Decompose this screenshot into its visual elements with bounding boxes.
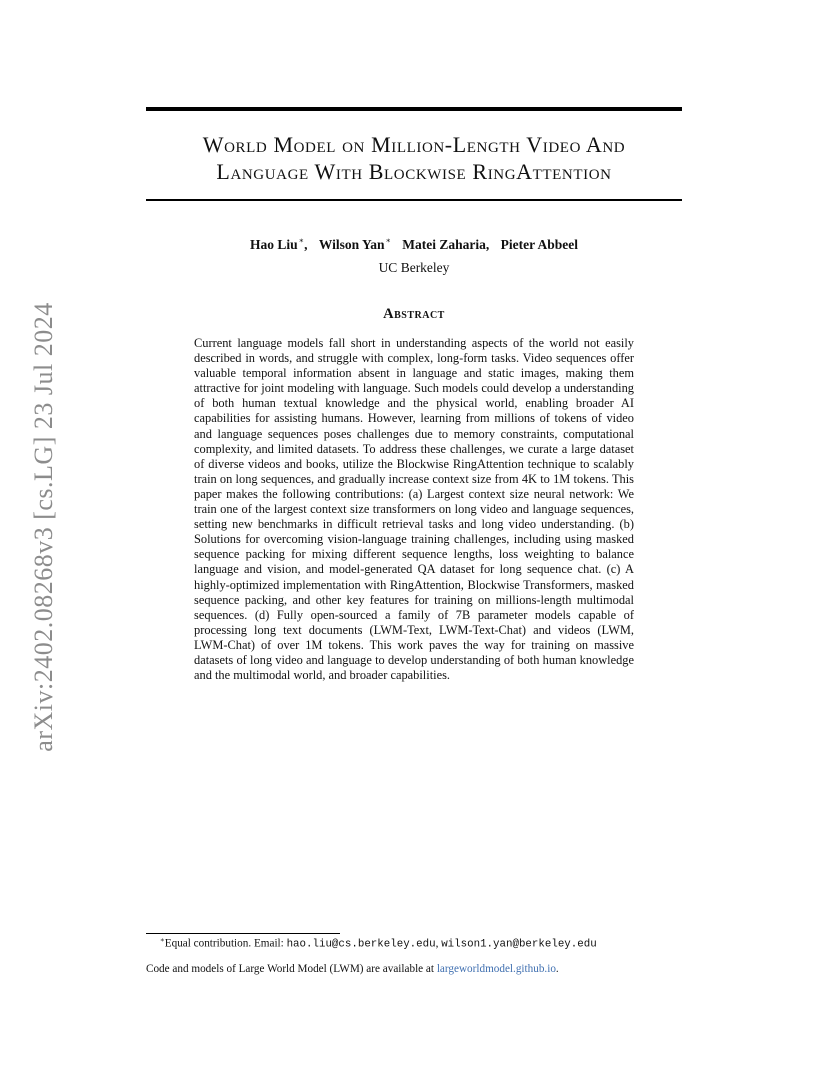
author-3: Matei Zaharia,: [402, 236, 490, 252]
code-note-text: Code and models of Large World Model (LWM) are available at: [146, 963, 437, 975]
footnote-mark: ∗: [160, 936, 165, 944]
author-name: Pieter Abbeel: [500, 236, 579, 252]
equal-contribution-mark: ∗: [298, 236, 305, 245]
author-1: Hao Liu∗,: [249, 236, 308, 252]
email-wilson-yan: wilson1.yan@berkeley.edu: [441, 938, 597, 951]
title-rule-bottom: [146, 199, 682, 201]
footnote-prefix: Equal contribution. Email:: [164, 937, 287, 950]
abstract-body: Current language models fall short in understanding aspects of the world not easily described in words, and struggle with complex, long-form tasks. Video sequences offer valuable temporal information absent in language and static images, making them attractive for joint modeling with language. Such models could develop a understanding of both human textual knowledge and the physical world, enabling broader AI capabilities for assisting humans. However, learning from millions of tokens of video and language sequences poses challenges due to memory constraints, computational complexity, and limited datasets. To address these challenges, we curate a large dataset of diverse videos and books, utilize the Blockwise RingAttention technique to scalably train on long sequences, and gradually increase context size from 4K to 1M tokens. This paper makes the following contributions: (a) Largest context size neural network: We train one of the largest context size transformers on long video and language sequences, setting new benchmarks in difficult retrieval tasks and long video understanding. (b) Solutions for overcoming vision-language training challenges, including using masked sequence packing for mixing different sequence lengths, loss weighting to balance language and vision, and model-generated QA dataset for long sequence chat. (c) A highly-optimized implementation with RingAttention, Blockwise Transformers, masked sequence packing, and other key features for training on millions-length multimodal sequences. (d) Fully open-sourced a family of 7B parameter models capable of processing long text documents (LWM-Text, LWM-Text-Chat) and videos (LWM, LWM-Chat) of over 1M tokens. This work paves the way for training on massive datasets of long video and language to develop understanding of both human knowledge and the multimodal world, and broader capabilities.: [194, 336, 634, 683]
title-rule-top: [146, 107, 682, 111]
paper-title: [146, 131, 682, 185]
abstract-heading: Abstract: [383, 306, 445, 322]
author-2: [319, 237, 391, 252]
footnote: [160, 936, 597, 951]
affiliation: UC Berkeley: [378, 260, 450, 275]
author-name: Matei Zaharia: [402, 236, 486, 252]
author-list: [146, 236, 682, 253]
author-name: Wilson Yan: [318, 236, 385, 252]
code-availability-note: [146, 963, 559, 975]
arxiv-identifier: arXiv:2402.08268v3 [cs.LG] 23 Jul 2024: [29, 302, 58, 752]
project-website-link[interactable]: largeworldmodel.github.io: [436, 963, 556, 975]
footnote-separator: ,: [435, 937, 442, 950]
equal-contribution-mark: ∗: [385, 236, 391, 245]
title-line-2: Language With Blockwise RingAttention: [216, 159, 612, 184]
email-hao-liu: hao.liu@cs.berkeley.edu: [286, 938, 436, 951]
author-4: [501, 237, 578, 252]
title-line-1: World Model on Million-Length Video And: [202, 132, 626, 157]
footnote-rule: [146, 933, 340, 934]
author-name: Hao Liu: [249, 236, 298, 252]
code-note-suffix: .: [555, 963, 559, 975]
